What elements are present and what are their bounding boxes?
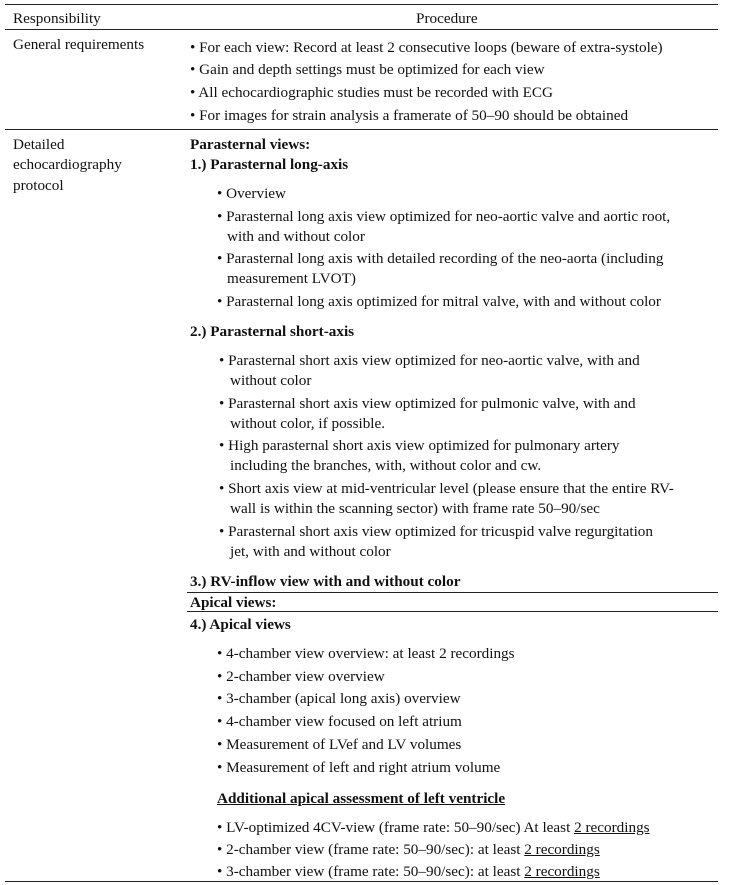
sec1-item: • Parasternal long axis optimized for mitral valve, with and without color: [217, 293, 661, 310]
sec4-item: • Measurement of LVef and LV volumes: [217, 736, 462, 753]
additional-item-text: • 2-chamber view (frame rate: 50–90/sec): at least: [217, 841, 525, 858]
additional-item: [217, 818, 650, 837]
sec1-item-cont: with and without color: [227, 228, 365, 245]
detailed-label-line: protocol: [13, 177, 64, 194]
row-divider-rule: [5, 129, 718, 130]
sec2-item: • Parasternal short axis view optimized for tricuspid valve regurgitation: [219, 523, 653, 540]
sec4-item: • Measurement of left and right atrium volume: [217, 759, 501, 776]
general-item: • For images for strain analysis a framerate of 50–90 should be obtained: [190, 107, 629, 124]
detailed-label-line: echocardiography: [13, 156, 122, 173]
additional-item-text: • LV-optimized 4CV-view (frame rate: 50–90/sec) At least: [217, 819, 575, 836]
section-title-3: 3.) RV-inflow view with and without color: [190, 573, 461, 590]
additional-item-text: • 3-chamber view (frame rate: 50–90/sec): at least: [217, 863, 525, 880]
general-item: • Gain and depth settings must be optimized for each view: [190, 61, 545, 78]
column-header-responsibility: Responsibility: [13, 10, 101, 27]
additional-apical-title: Additional apical assessment of left ventricle: [217, 790, 506, 807]
general-item: • For each view: Record at least 2 consecutive loops (beware of extra-systole): [190, 39, 663, 56]
sec2-item: • Parasternal short axis view optimized for pulmonic valve, with and: [219, 395, 636, 412]
header-rule: [5, 29, 718, 30]
sec2-item-cont: jet, with and without color: [230, 543, 391, 560]
sec2-item: • High parasternal short axis view optimized for pulmonary artery: [219, 437, 620, 454]
general-item: • All echocardiographic studies must be recorded with ECG: [190, 84, 553, 101]
additional-item: [217, 840, 600, 859]
sec1-item-cont: measurement LVOT): [227, 270, 356, 287]
table-bottom-rule: [5, 881, 718, 882]
additional-item-underlined: 2 recordings: [524, 841, 600, 858]
sec2-item-cont: without color, if possible.: [230, 415, 386, 432]
sec4-item: • 2-chamber view overview: [217, 668, 385, 685]
additional-item: [217, 862, 600, 881]
parasternal-views-heading: Parasternal views:: [190, 136, 311, 153]
additional-item-underlined: 2 recordings: [574, 819, 650, 836]
section-title-1: 1.) Parasternal long-axis: [190, 156, 349, 173]
sec2-item-cont: including the branches, with, without color and cw.: [230, 457, 542, 474]
sec4-item: • 3-chamber (apical long axis) overview: [217, 690, 461, 707]
additional-item-underlined: 2 recordings: [524, 863, 600, 880]
sec1-item: • Parasternal long axis view optimized for neo-aortic valve and aortic root,: [217, 208, 671, 225]
section-title-2: 2.) Parasternal short-axis: [190, 323, 355, 340]
sec4-item: • 4-chamber view focused on left atrium: [217, 713, 462, 730]
general-requirements-label: General requirements: [13, 36, 145, 53]
section-title-4: 4.) Apical views: [190, 616, 291, 633]
sec4-item: • 4-chamber view overview: at least 2 recordings: [217, 645, 515, 662]
apical-views-heading: Apical views:: [190, 594, 277, 611]
sec2-item-cont: without color: [230, 372, 312, 389]
sec2-item: • Parasternal short axis view optimized for neo-aortic valve, with and: [219, 352, 640, 369]
sec1-item: • Parasternal long axis with detailed recording of the neo-aorta (including: [217, 250, 664, 267]
sec1-item: • Overview: [217, 185, 286, 202]
column-header-procedure: Procedure: [416, 10, 478, 27]
sec2-item: • Short axis view at mid-ventricular level (please ensure that the entire RV-: [219, 480, 674, 497]
sec2-item-cont: wall is within the scanning sector) with frame rate 50–90/sec: [230, 500, 600, 517]
table-top-rule: [5, 4, 718, 5]
detailed-label-line: Detailed: [13, 136, 65, 153]
